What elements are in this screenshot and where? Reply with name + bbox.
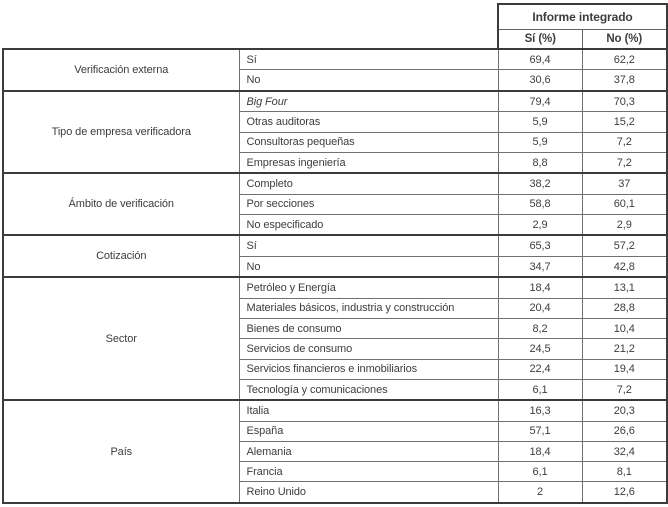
value-no-cell: 60,1	[582, 194, 667, 214]
value-yes-cell: 30,6	[498, 70, 582, 91]
subcategory-cell: Tecnología y comunicaciones	[239, 379, 498, 400]
subcategory-cell: Completo	[239, 173, 498, 194]
value-yes-cell: 57,1	[498, 421, 582, 441]
value-yes-cell: 34,7	[498, 256, 582, 277]
column-header-no: No (%)	[582, 30, 667, 50]
header-title-row	[3, 4, 667, 30]
subcategory-cell: Otras auditoras	[239, 112, 498, 132]
table-row	[3, 277, 667, 298]
value-yes-cell: 8,2	[498, 319, 582, 339]
value-yes-cell: 69,4	[498, 49, 582, 70]
table-row	[3, 49, 667, 70]
value-no-cell: 28,8	[582, 298, 667, 318]
value-no-cell: 7,2	[582, 152, 667, 173]
subcategory-cell: No	[239, 256, 498, 277]
value-yes-cell: 2	[498, 482, 582, 503]
value-yes-cell: 8,8	[498, 152, 582, 173]
value-yes-cell: 6,1	[498, 379, 582, 400]
value-yes-cell: 18,4	[498, 277, 582, 298]
value-yes-cell: 6,1	[498, 462, 582, 482]
value-yes-cell: 16,3	[498, 400, 582, 421]
value-yes-cell: 38,2	[498, 173, 582, 194]
column-header-yes: Sí (%)	[498, 30, 582, 50]
value-yes-cell: 22,4	[498, 359, 582, 379]
category-cell: Ámbito de verificación	[3, 173, 239, 235]
value-yes-cell: 2,9	[498, 214, 582, 235]
subcategory-cell: Por secciones	[239, 194, 498, 214]
subcategory-cell: Consultoras pequeñas	[239, 132, 498, 152]
subcategory-cell: No	[239, 70, 498, 91]
value-no-cell: 12,6	[582, 482, 667, 503]
subcategory-cell: Francia	[239, 462, 498, 482]
subcategory-cell: Empresas ingeniería	[239, 152, 498, 173]
value-yes-cell: 58,8	[498, 194, 582, 214]
value-no-cell: 70,3	[582, 91, 667, 112]
value-yes-cell: 24,5	[498, 339, 582, 359]
value-no-cell: 37,8	[582, 70, 667, 91]
category-cell: Cotización	[3, 235, 239, 277]
table-row	[3, 400, 667, 421]
category-cell: País	[3, 400, 239, 503]
table-body	[3, 49, 667, 503]
value-no-cell: 37	[582, 173, 667, 194]
table-title: Informe integrado	[498, 4, 667, 30]
table-row	[3, 91, 667, 112]
value-yes-cell: 18,4	[498, 441, 582, 461]
value-yes-cell: 5,9	[498, 112, 582, 132]
value-no-cell: 7,2	[582, 379, 667, 400]
value-no-cell: 7,2	[582, 132, 667, 152]
table-row	[3, 235, 667, 256]
data-table	[2, 3, 668, 504]
value-no-cell: 13,1	[582, 277, 667, 298]
subcategory-cell: No especificado	[239, 214, 498, 235]
category-cell: Verificación externa	[3, 49, 239, 91]
value-yes-cell: 5,9	[498, 132, 582, 152]
header-columns-row	[3, 30, 667, 50]
subcategory-cell: Italia	[239, 400, 498, 421]
category-cell: Tipo de empresa verificadora	[3, 91, 239, 173]
subcategory-cell: Alemania	[239, 441, 498, 461]
value-yes-cell: 65,3	[498, 235, 582, 256]
header-spacer	[3, 4, 498, 30]
subcategory-cell: Bienes de consumo	[239, 319, 498, 339]
subcategory-cell: Big Four	[239, 91, 498, 112]
value-no-cell: 62,2	[582, 49, 667, 70]
value-no-cell: 32,4	[582, 441, 667, 461]
value-no-cell: 26,6	[582, 421, 667, 441]
category-cell: Sector	[3, 277, 239, 400]
subcategory-cell: Materiales básicos, industria y construcción	[239, 298, 498, 318]
subcategory-cell: Servicios de consumo	[239, 339, 498, 359]
value-no-cell: 19,4	[582, 359, 667, 379]
subcategory-cell: Servicios financieros e inmobiliarios	[239, 359, 498, 379]
value-no-cell: 21,2	[582, 339, 667, 359]
value-no-cell: 2,9	[582, 214, 667, 235]
subcategory-cell: Reino Unido	[239, 482, 498, 503]
value-no-cell: 15,2	[582, 112, 667, 132]
header-spacer	[3, 30, 498, 50]
value-yes-cell: 20,4	[498, 298, 582, 318]
value-no-cell: 20,3	[582, 400, 667, 421]
value-no-cell: 8,1	[582, 462, 667, 482]
table-row	[3, 173, 667, 194]
subcategory-cell: Sí	[239, 235, 498, 256]
value-no-cell: 42,8	[582, 256, 667, 277]
value-no-cell: 10,4	[582, 319, 667, 339]
value-yes-cell: 79,4	[498, 91, 582, 112]
subcategory-cell: España	[239, 421, 498, 441]
value-no-cell: 57,2	[582, 235, 667, 256]
subcategory-cell: Petróleo y Energía	[239, 277, 498, 298]
subcategory-cell: Sí	[239, 49, 498, 70]
table-header	[3, 4, 667, 49]
